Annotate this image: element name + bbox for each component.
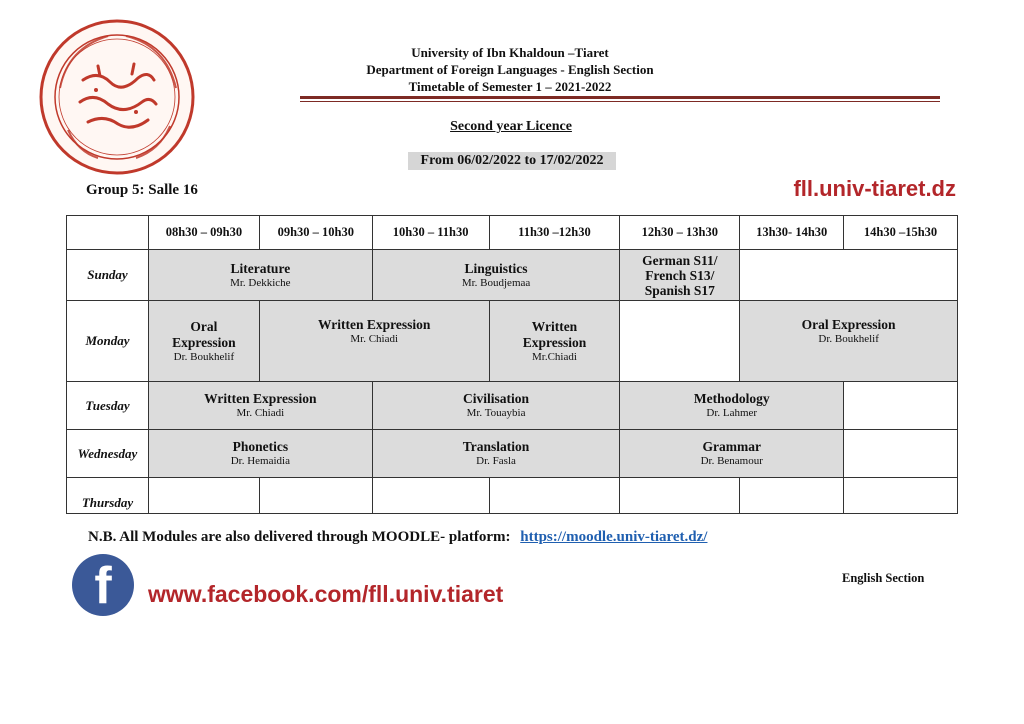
empty-cell [740,250,958,301]
teacher-name: Mr.Chiadi [532,350,577,363]
teacher-name: Dr. Boukhelif [173,350,235,363]
time-slot: 09h30 – 10h30 [259,216,372,250]
facebook-url[interactable]: www.facebook.com/fll.univ.tiaret [148,581,504,607]
facebook-icon[interactable]: f [72,554,134,616]
university-name: University of Ibn Khaldoun –Tiaret [411,45,609,60]
footer-section-label: English Section [842,571,925,585]
empty-cell [148,478,259,514]
teacher-name: Dr. Hemaidia [230,455,290,467]
teacher-name: Mr. Chiadi [236,407,285,419]
class-cell [148,430,372,478]
class-cell [259,301,489,382]
day-label: Thursday [67,478,149,514]
empty-cell [844,478,958,514]
class-cell [740,301,958,382]
timetable [66,215,958,514]
module-name: Methodology [693,391,770,406]
empty-cell [620,478,740,514]
teacher-name: Mr. Boudjemaa [461,276,531,289]
module-name: Written Expression [318,317,431,332]
class-cell [489,301,620,382]
day-row-sunday [67,250,958,301]
faculty-seal-logo [38,18,196,176]
day-row-thursday [67,478,958,514]
corner-cell [67,216,149,250]
teacher-name: Dr. Fasla [476,455,516,467]
group-label: Group 5: Salle 16 [86,182,198,198]
day-row-tuesday [67,382,958,430]
moodle-link[interactable]: https://moodle.univ-tiaret.dz/ [520,529,708,545]
day-label: Tuesday [67,382,149,430]
module-name: Phonetics [232,439,289,454]
timetable-title: Timetable of Semester 1 – 2021-2022 [408,79,612,94]
module-name: Civilisation [463,391,530,406]
department-name: Department of Foreign Languages - English Section [366,62,654,77]
class-cell [372,382,620,430]
class-cell [620,382,844,430]
module-name: Oral Expression [801,317,896,332]
date-range: From 06/02/2022 to 17/02/2022 [408,152,616,170]
class-cell [372,430,620,478]
module-name: Literature [230,260,291,276]
module-name: Grammar [702,439,761,454]
time-slot: 10h30 – 11h30 [372,216,489,250]
time-header-row [67,216,958,250]
header-rule-thin [300,101,940,102]
module-name: Oral Expression [172,318,236,350]
teacher-name: Mr. Dekkiche [230,276,291,289]
header-rule-thick [300,96,940,99]
class-cell [620,250,740,301]
empty-cell [844,430,958,478]
time-slot: 11h30 –12h30 [489,216,620,250]
class-cell [620,430,844,478]
empty-cell [620,301,740,382]
day-label: Monday [67,301,149,382]
class-cell [148,301,259,382]
teacher-name: Dr. Benamour [700,455,763,467]
empty-cell [489,478,620,514]
document-header [300,44,720,95]
empty-cell [259,478,372,514]
module-name: Linguistics [464,260,528,276]
teacher-name: Dr. Lahmer [706,407,758,419]
empty-cell [372,478,489,514]
time-slot: 13h30- 14h30 [740,216,844,250]
note-text: N.B. All Modules are also delivered through MOODLE- platform: [88,529,511,545]
empty-cell [740,478,844,514]
module-name: Translation [462,439,530,454]
teacher-name: Mr. Touaybia [466,407,526,419]
module-name: Written Expression [204,391,317,406]
time-slot: 12h30 – 13h30 [620,216,740,250]
class-cell [148,250,372,301]
day-row-wednesday [67,430,958,478]
day-label: Wednesday [67,430,149,478]
class-cell [148,382,372,430]
day-row-monday [67,301,958,382]
time-slot: 08h30 – 09h30 [148,216,259,250]
website-label: fll.univ-tiaret.dz [793,176,956,201]
module-name: German S11/ French S13/ Spanish S17 [642,252,718,298]
class-cell [372,250,620,301]
time-slot: 14h30 –15h30 [844,216,958,250]
moodle-note [88,529,707,546]
empty-cell [844,382,958,430]
teacher-name: Dr. Boukhelif [818,333,879,345]
level-subtitle: Second year Licence [450,119,572,134]
module-name: Written Expression [522,318,587,350]
teacher-name: Mr. Chiadi [350,333,399,345]
day-label: Sunday [67,250,149,301]
